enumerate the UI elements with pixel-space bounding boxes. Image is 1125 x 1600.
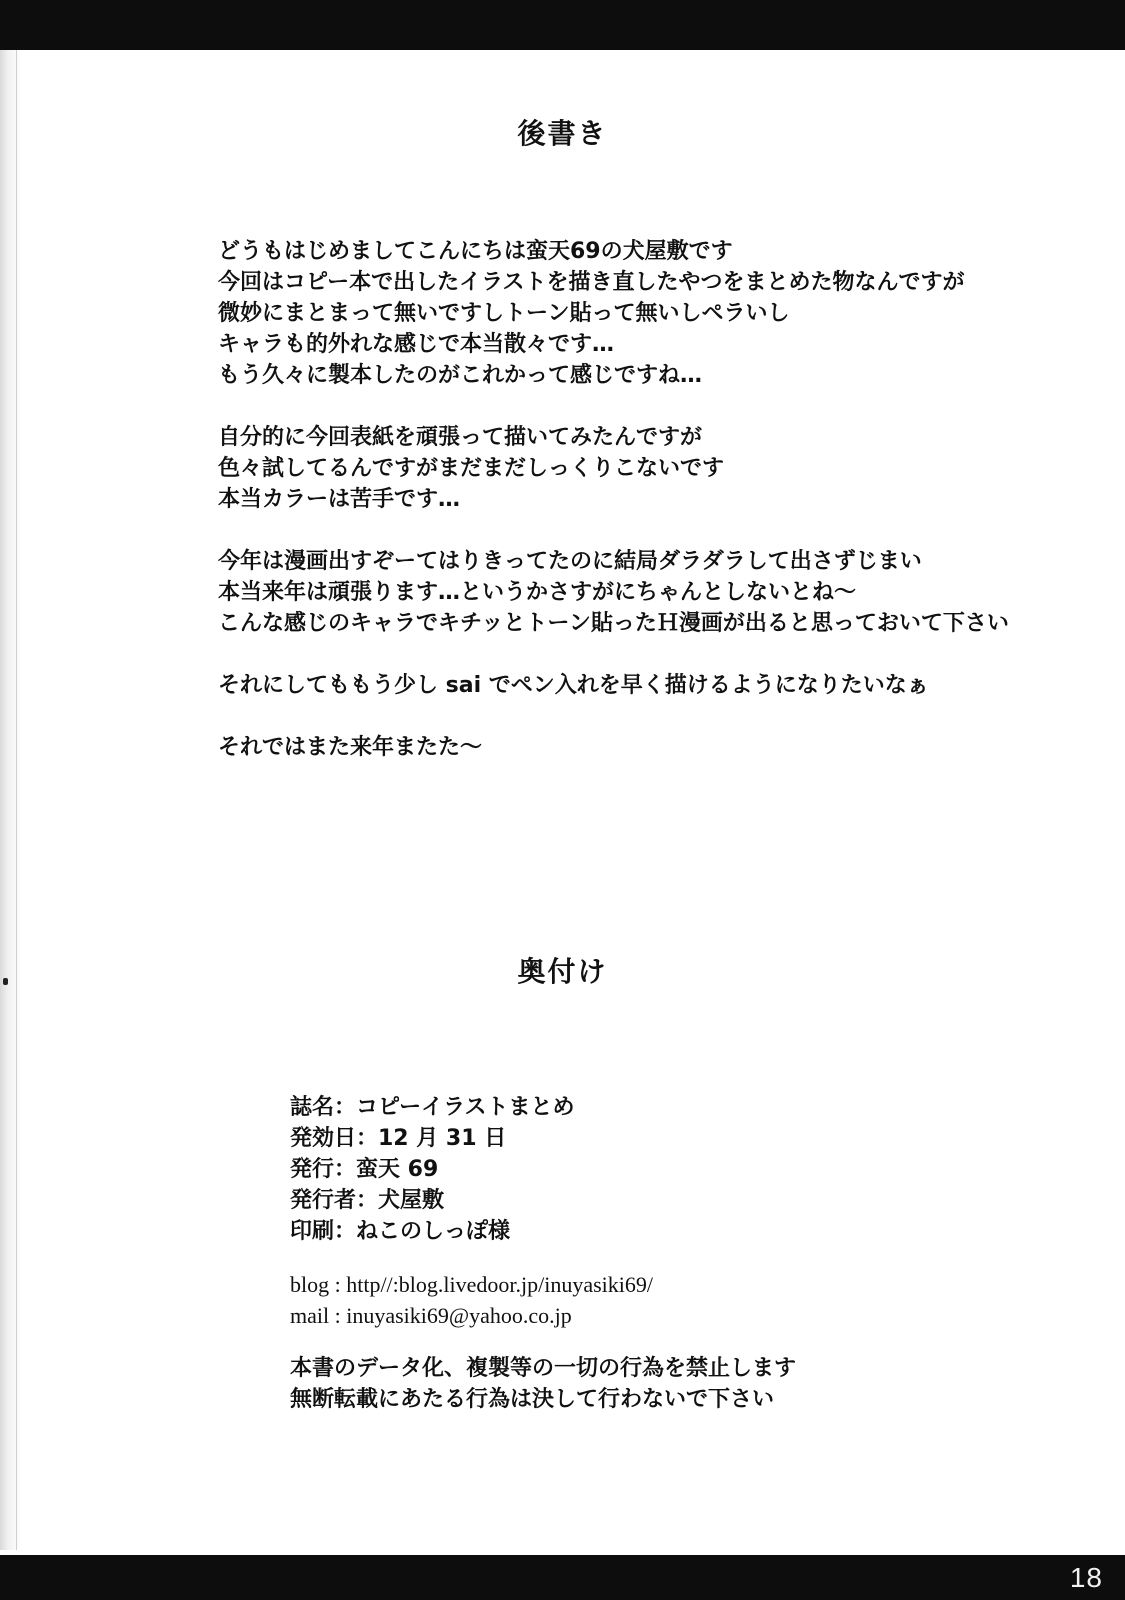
afterword-line: 本当カラーは苦手です… — [218, 487, 461, 512]
afterword-paragraph-5 — [218, 732, 1098, 763]
printer-line: 印刷：ねこのしっぽ様 — [290, 1219, 511, 1244]
notice-line: 無断転載にあたる行為は決して行わないで下さい — [290, 1387, 775, 1412]
afterword-line: 自分的に今回表紙を頑張って描いてみたんですが — [218, 425, 703, 450]
page-number: 18 — [1069, 1562, 1103, 1593]
issue-date-line: 発効日：12 月 31 日 — [290, 1126, 507, 1151]
top-border-bar — [0, 0, 1125, 50]
afterword-line: 微妙にまとまって無いですしトーン貼って無いしペラいし — [218, 301, 790, 326]
afterword-paragraph-1 — [218, 236, 1098, 391]
afterword-paragraph-4 — [218, 670, 1098, 701]
afterword-line: それではまた来年またた〜 — [218, 735, 483, 760]
copyright-notice — [290, 1353, 1070, 1415]
bottom-border-bar — [0, 1555, 1125, 1600]
notice-line: 本書のデータ化、複製等の一切の行為を禁止します — [290, 1356, 797, 1381]
page-binding-edge — [0, 50, 22, 1550]
afterword-line: 本当来年は頑張ります…というかさすがにちゃんとしないとね〜 — [218, 580, 857, 605]
colophon-title: 奥付け — [517, 955, 608, 988]
publication-title-line: 誌名：コピーイラストまとめ — [290, 1095, 575, 1120]
afterword-title: 後書き — [517, 117, 608, 150]
colophon-info — [290, 1092, 1070, 1247]
afterword-line: こんな感じのキャラでキチッとトーン貼ったＨ漫画が出ると思っておいて下さい — [218, 611, 1009, 636]
afterword-line: もう久々に製本したのがこれかって感じですね… — [218, 363, 703, 388]
afterword-paragraph-3 — [218, 546, 1098, 639]
publisher-line: 発行：蛮天 69 — [290, 1157, 439, 1182]
afterword-line: 今年は漫画出すぞーてはりきってたのに結局ダラダラして出さずじまい — [218, 549, 922, 574]
afterword-line: それにしてももう少し sai でペン入れを早く描けるようになりたいなぁ — [218, 673, 929, 698]
mail-address: mail : inuyasiki69@yahoo.co.jp — [290, 1303, 572, 1328]
issuer-line: 発行者：犬屋敷 — [290, 1188, 445, 1213]
blog-url: blog : http//:blog.livedoor.jp/inuyasiki69/ — [290, 1272, 653, 1297]
colophon-block — [290, 1092, 1070, 1415]
afterword-line: キャラも的外れな感じで本当散々です… — [218, 332, 615, 357]
contact-info — [290, 1269, 1070, 1331]
afterword-line: どうもはじめましてこんにちは蛮天69の犬屋敷です — [218, 239, 733, 264]
afterword-paragraph-2 — [218, 422, 1098, 515]
afterword-line: 今回はコピー本で出したイラストを描き直したやつをまとめた物なんですが — [218, 270, 965, 295]
afterword-body — [218, 236, 1098, 794]
afterword-line: 色々試してるんですがまだまだしっくりこないです — [218, 456, 725, 481]
